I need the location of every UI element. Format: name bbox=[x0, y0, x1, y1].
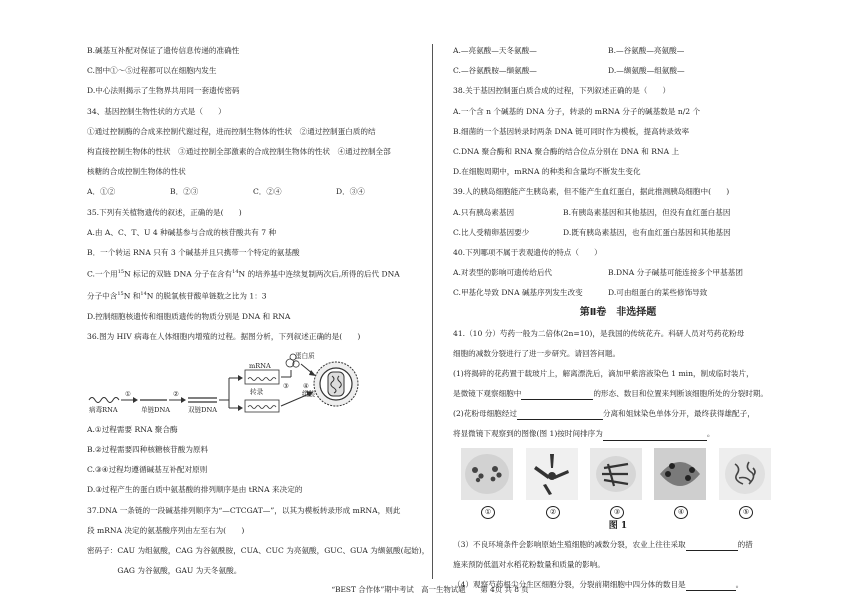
answer-blank-4[interactable] bbox=[686, 540, 738, 551]
q34-option-a: A．①② bbox=[87, 187, 116, 197]
q34-stem: 34、基因控制生物性状的方式是（ ） bbox=[87, 106, 226, 116]
micrograph-3 bbox=[590, 448, 642, 500]
q40-option-b: B.DNA 分子碱基可能连接多个甲基基团 bbox=[608, 268, 743, 278]
q35-option-c-2: 分子中含$^{15}$N 和$^{14}$N 的脱氧核苷酸单链数之比为 1：3 bbox=[87, 290, 267, 301]
fig-label-2: ② bbox=[546, 506, 560, 519]
step-1-label: ① bbox=[125, 389, 131, 398]
q36-option-a: A.①过程需要 RNA 聚合酶 bbox=[87, 424, 178, 434]
step-4-label: ④ bbox=[303, 381, 309, 390]
assemble-label: 组装 bbox=[302, 389, 316, 398]
q38-option-b: B.细菌的一个基因转录时两条 DNA 链可同时作为模板，提高转录效率 bbox=[453, 126, 690, 136]
q33-option-c: C.图中①～⑤过程都可以在细胞内发生 bbox=[87, 66, 217, 76]
fig-label-5: ⑤ bbox=[739, 506, 753, 519]
q41-part4: （4）观察芍药根尖分生区细胞分裂，分裂前期细胞中四分体的数目是 。 bbox=[453, 578, 783, 591]
q39-option-d: D.既有胰岛素基因，也有血红蛋白基因和其他基因 bbox=[563, 227, 731, 237]
q37-options-cd bbox=[453, 64, 783, 77]
q38-option-a: A.一个含 n 个碱基的 DNA 分子，转录的 mRNA 分子的碱基数是 n/2 个 bbox=[453, 106, 701, 116]
q41-part2-line2: 将显微镜下观察到的图像(图 1)按时间排序为 。 bbox=[453, 427, 783, 440]
answer-blank-2[interactable] bbox=[517, 409, 603, 420]
fig-label-3: ③ bbox=[610, 506, 624, 519]
q34-text-1: ①通过控制酶的合成来控制代谢过程，进而控制生物体的性状 ②通过控制蛋白质的结 bbox=[87, 126, 376, 136]
q40-stem: 40.下列哪项不属于表观遗传的特点（ ） bbox=[453, 247, 602, 257]
q38-option-c: C.DNA 聚合酶和 RNA 聚合酶的结合位点分别在 DNA 和 RNA 上 bbox=[453, 146, 680, 156]
double-dna-label: 双链DNA bbox=[188, 405, 218, 414]
q35-option-c-1: C.一个用$^{15}$N 标记的双链 DNA 分子在含有$^{14}$N 的培养基中连续复制两次后,所得的后代 DNA bbox=[87, 269, 400, 279]
q40-options-cd bbox=[453, 286, 783, 299]
q41-part3-line2: 施来预防低温对水稻花粉数量和质量的影响。 bbox=[453, 559, 605, 569]
q37-text-1: 37.DNA 一条链的一段碱基排列顺序为“—CTCGAT—”，以其为模板转录形成 mRNA，则此 bbox=[87, 505, 401, 515]
q39-options-cd bbox=[453, 226, 783, 239]
q41-text-1: 41.（10 分）芍药一般为二倍体(2n=10)，是我国的传统花卉。科研人员对芍药花粉母 bbox=[453, 328, 745, 338]
q40-options-ab bbox=[453, 266, 783, 279]
transcribe-label: 转录 bbox=[250, 387, 264, 396]
micrograph-2 bbox=[526, 448, 578, 500]
micrograph-5 bbox=[719, 448, 771, 500]
q38-stem: 38.关于基因控制蛋白质合成的过程，下列叙述正确的是（ ） bbox=[453, 86, 671, 96]
q39-stem: 39.人的胰岛细胞能产生胰岛素，但不能产生血红蛋白，据此推测胰岛细胞中( ) bbox=[453, 187, 730, 197]
q37-text-4: GAG 为谷氨酸，GAU 为天冬氨酸。 bbox=[87, 566, 242, 576]
q36-option-c: C.③④过程均遵循碱基互补配对原则 bbox=[87, 465, 208, 475]
q41-part3-line1: （3）不良环境条件会影响原始生殖细胞的减数分裂，农业上往往采取 的措 bbox=[453, 538, 783, 551]
answer-blank-1[interactable] bbox=[521, 389, 593, 400]
figure-caption: 图 1 bbox=[608, 520, 628, 531]
q37-option-a: A.—亮氨酸—天冬氨酸— bbox=[453, 46, 537, 55]
micrograph-1 bbox=[461, 448, 513, 500]
q40-option-c: C.甲基化导致 DNA 碱基序列发生改变 bbox=[453, 288, 583, 298]
q34-option-c: C．②④ bbox=[253, 187, 282, 197]
figure-1 bbox=[453, 448, 783, 534]
fig-label-4: ④ bbox=[674, 506, 688, 519]
q40-option-d: D.可由组蛋白的某些修饰导致 bbox=[608, 288, 708, 298]
q34-text-3: 核糖的合成控制生物体的性状 bbox=[87, 167, 186, 177]
q40-option-a: A.对表型的影响可遗传给后代 bbox=[453, 268, 553, 278]
q37-option-c: C.—谷氨酰胺—缬氨酸— bbox=[453, 66, 537, 76]
q38-option-d: D.在细胞周期中，mRNA 的种类和含量均不断发生变化 bbox=[453, 167, 641, 177]
single-dna-label: 单链DNA bbox=[141, 405, 171, 414]
q34-options bbox=[87, 185, 419, 198]
q35-option-d: D.控制细胞核遗传和细胞质遗传的物质分别是 DNA 和 RNA bbox=[87, 311, 291, 321]
q35-option-a: A.由 A、C、T、U 4 种碱基参与合成的核苷酸共有 7 种 bbox=[87, 227, 277, 237]
q36-option-d: D.③过程产生的蛋白质中氨基酸的排列顺序是由 tRNA 来决定的 bbox=[87, 485, 303, 495]
q36-stem: 36.图为 HIV 病毒在人体细胞内增殖的过程。据图分析，下列叙述正确的是( ) bbox=[87, 331, 361, 341]
virus-rna-label: 病毒RNA bbox=[89, 405, 118, 414]
q39-options-ab bbox=[453, 206, 783, 219]
q33-option-b: B.碱基互补配对保证了遗传信息传递的准确性 bbox=[87, 46, 240, 55]
q33-option-d: D.中心法则揭示了生物界共用同一套遗传密码 bbox=[87, 86, 240, 96]
q41-part2-line1: (2)花粉母细胞经过 分离和姐妹染色单体分开，最终获得雄配子， bbox=[453, 407, 783, 420]
hiv-diagram bbox=[87, 350, 419, 414]
left-column bbox=[87, 44, 430, 584]
q34-text-2: 构直接控制生物体的性状 ③通过控制全部激素的合成控制生物体的性状 ④通过控制全部 bbox=[87, 146, 391, 156]
q41-text-2: 细胞的减数分裂进行了进一步研究。请回答问题。 bbox=[453, 348, 621, 358]
fig-label-1: ① bbox=[481, 506, 495, 519]
q37-text-3: 密码子：CAU 为组氨酸，CAG 为谷氨酰胺，CUA、CUC 为亮氨酸，GUC、GUA 为缬氨酸(起始)， bbox=[87, 546, 430, 555]
q34-option-b: B．②③ bbox=[170, 187, 199, 197]
q37-option-b: B.—谷氨酸—亮氨酸— bbox=[608, 46, 685, 55]
q36-option-b: B.②过程需要四种核糖核苷酸为原料 bbox=[87, 445, 209, 455]
right-column bbox=[453, 44, 783, 598]
q37-option-d: D.—缬氨酸—组氨酸— bbox=[608, 66, 685, 76]
q39-option-a: A.只有胰岛素基因 bbox=[453, 207, 515, 217]
section-title: 第Ⅱ卷 非选择题 bbox=[579, 307, 657, 319]
q37-text-2: 段 mRNA 决定的氨基酸序列由左至右为( ) bbox=[87, 525, 245, 535]
q35-option-b: B．一个转运 RNA 只有 3 个碱基并且只携带一个特定的氨基酸 bbox=[87, 247, 300, 257]
q41-part1-line2: 是微镜下观察细胞中 的形态、数目和位置来判断该细胞所处的分裂时期。 bbox=[453, 387, 783, 400]
step-3-label: ③ bbox=[283, 381, 289, 390]
protein-label: 蛋白质 bbox=[295, 351, 315, 360]
column-divider bbox=[432, 44, 433, 579]
q39-option-b: B.有胰岛素基因和其他基因，但没有血红蛋白基因 bbox=[563, 207, 731, 217]
q35-stem: 35.下列有关植物遗传的叙述，正确的是( ) bbox=[87, 207, 242, 217]
q37-options-ab bbox=[453, 44, 783, 57]
page-footer: “BEST 合作体”期中考试 高一生物试题 第 4页 共 8 页 bbox=[331, 585, 529, 594]
q39-option-c: C.比人受精卵基因要少 bbox=[453, 227, 530, 237]
mrna-label: mRNA bbox=[249, 361, 271, 370]
step-2-label: ② bbox=[173, 389, 179, 398]
answer-blank-3[interactable] bbox=[603, 430, 707, 441]
micrograph-4 bbox=[654, 448, 706, 500]
q41-part1-line1: (1)将揭碎的花药置于载玻片上，解离漂洗后，滴加甲紫溶液染色 1 min，制成临时装片， bbox=[453, 368, 754, 378]
q34-option-d: D．③④ bbox=[336, 187, 365, 197]
